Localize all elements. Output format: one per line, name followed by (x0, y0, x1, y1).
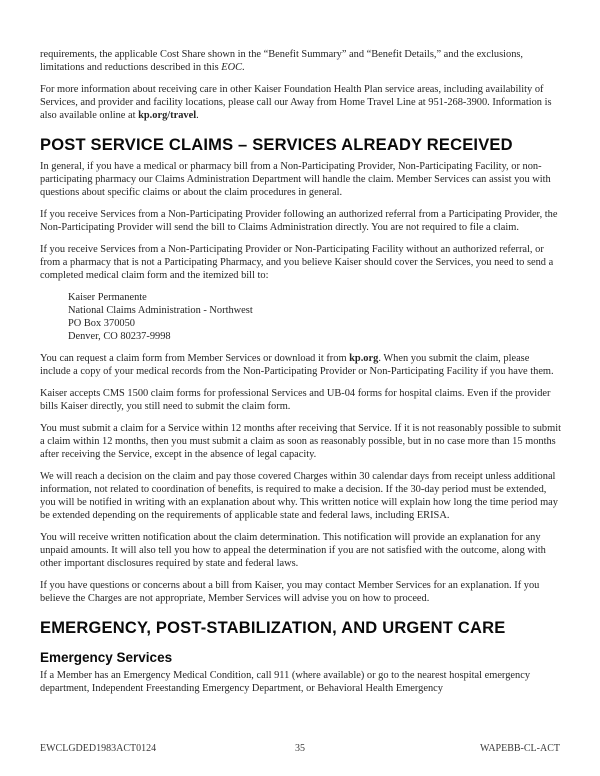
paragraph-written-notification: You will receive written notification about the claim determination. This notification will provide an explanation for any unpaid amounts. It will also tell you how to appeal the determination if you are not satisfied with the outcome, along with other important disclosures required by state and federal laws. (40, 532, 546, 569)
paragraph-cost-share (40, 48, 561, 74)
paragraph-emergency-condition: If a Member has an Emergency Medical Condition, call 911 (where available) or go to the nearest hospital emergency department, Independent Freestanding Emergency Department, or Behavioral Health Emergency (40, 670, 531, 694)
paragraph-text: For more information about receiving care in other Kaiser Foundation Health Plan service areas, including availability of Services, and provider and facility locations, please call our Away from Home Travel Line at 951-268-3900. Information is also available online at (40, 84, 552, 121)
address-line-org: Kaiser Permanente (68, 292, 147, 303)
kp-org-travel-bold-text: kp.org/travel (138, 110, 197, 121)
paragraph-text: requirements, the applicable Cost Share shown in the “Benefit Summary” and “Benefit Details,” and the exclusions, limitations and reductions described in this (40, 49, 524, 73)
paragraph-text: . When you submit the claim, please include a copy of your medical records from the Non-Participating Provider or Non-Participating Facility if you have them. (40, 353, 554, 377)
page-footer (40, 743, 560, 754)
address-line-dept: National Claims Administration - Northwest (68, 305, 253, 316)
paragraph-text: . (242, 62, 245, 73)
footer-document-code: EWCLGDED1983ACT0124 (40, 743, 157, 754)
address-line-pobox: PO Box 370050 (68, 318, 135, 329)
claims-mailing-address (40, 291, 561, 343)
paragraph-authorized-referral: If you receive Services from a Non-Participating Provider following an authorized referral from a Participating Provider, the Non-Participating Provider will send the bill to Claims Administration directly. You are not required to file a claim. (40, 209, 558, 233)
paragraph-questions-concerns: If you have questions or concerns about a bill from Kaiser, you may contact Member Services for an explanation. If you believe the Charges are not appropriate, Member Services will advise you on how to proceed. (40, 580, 540, 604)
paragraph-claim-form-request (40, 352, 561, 378)
paragraph-12-months: You must submit a claim for a Service within 12 months after receiving that Service. If it is not reasonably possible to submit a claim within 12 months, then you must submit a claim as soon as reasonably possible, but in no case more than 15 months after receiving the Service, except in the absence of legal capacity. (40, 423, 561, 460)
paragraph-without-referral: If you receive Services from a Non-Participating Provider or Non-Participating Facility without an authorized referral, or from a pharmacy that is not a Participating Pharmacy, and you believe Kaiser should cover the Services, you need to send a completed medical claim form and the itemized bill to: (40, 244, 554, 281)
eoc-italic-text: EOC (221, 62, 243, 73)
address-line-city: Denver, CO 80237-9998 (68, 331, 171, 342)
paragraph-cms-forms: Kaiser accepts CMS 1500 claim forms for professional Services and UB-04 forms for hospital claims. Even if the provider bills Kaiser directly, you still need to submit the claim form. (40, 388, 551, 412)
paragraph-claims-general: In general, if you have a medical or pharmacy bill from a Non-Participating Provider, Non-Participating Facility, or non-participating pharmacy our Claims Administration Department will handle the claim. Member Services can assist you with questions about specific claims or about the claim procedures in general. (40, 161, 551, 198)
section-title-emergency-care: EMERGENCY, POST-STABILIZATION, AND URGENT CARE (40, 619, 506, 637)
subsection-title-emergency-services: Emergency Services (40, 650, 173, 665)
page-content (40, 48, 561, 704)
kp-org-bold-text: kp.org (349, 353, 379, 364)
paragraph-travel-info (40, 83, 561, 122)
paragraph-text: You can request a claim form from Member Services or download it from (40, 353, 350, 364)
paragraph-text: . (196, 110, 199, 121)
footer-page-number: 35 (294, 743, 305, 754)
footer-plan-code: WAPEBB-CL-ACT (479, 743, 560, 754)
section-title-post-service-claims: POST SERVICE CLAIMS – SERVICES ALREADY RECEIVED (40, 136, 513, 154)
paragraph-30-days-decision: We will reach a decision on the claim and pay those covered Charges within 30 calendar days from receipt unless additional information, not related to coordination of benefits, is required to make a decision. If the 30-day period must be extended, you will be notified in writing with an explanation about why. This written notice will explain how long the time period may be extended depending on the requirements of applicable state and federal laws, including ERISA. (40, 471, 558, 521)
